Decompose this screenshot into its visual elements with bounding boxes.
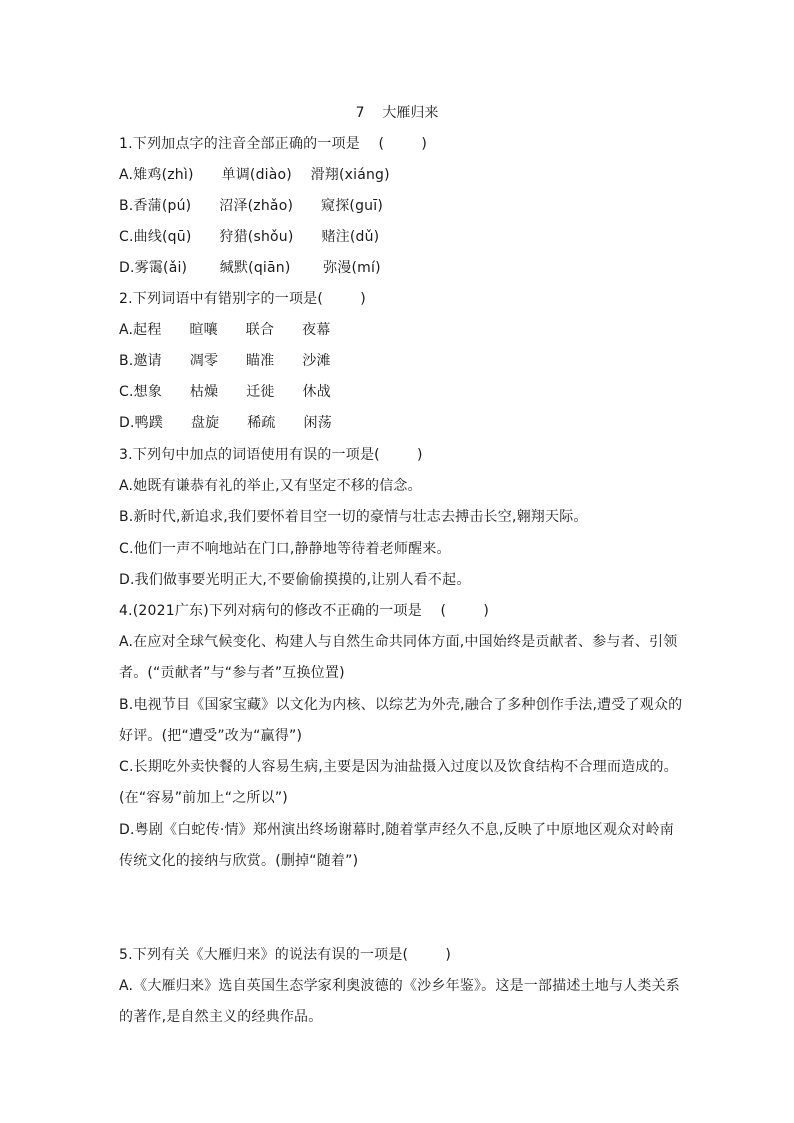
question-4-option-d-line2: 传统文化的接纳与欣赏。(删掉“随着”) — [119, 853, 359, 869]
question-4-option-d-line1: D.粤剧《白蛇传·情》郑州演出终场谢幕时,随着掌声经久不息,反映了中原地区观众对岭南 — [119, 822, 674, 838]
question-3-option-b: B.新时代,新追求,我们要怀着目空一切的豪情与壮志去搏击长空,翱翔天际。 — [119, 509, 588, 525]
question-3-stem: 3.下列句中加点的词语使用有误的一项是( ) — [119, 447, 423, 463]
question-4-option-c-line2: (在“容易”前加上“之所以”) — [119, 790, 288, 806]
question-1-option-a: A.雉鸡(zhì) 单调(diào) 滑翔(xiáng) — [119, 167, 390, 183]
question-5-stem: 5.下列有关《大雁归来》的说法有误的一项是( ) — [119, 947, 452, 963]
question-4-option-a-line2: 者。(“贡献者”与“参与者”互换位置) — [119, 665, 345, 681]
question-3-option-a: A.她既有谦恭有礼的举止,又有坚定不移的信念。 — [119, 478, 422, 494]
question-4-option-b-line1: B.电视节目《国家宝藏》以文化为内核、以综艺为外壳,融合了多种创作手法,遭受了观众的 — [119, 697, 683, 713]
question-3-option-c: C.他们一声不响地站在门口,静静地等待着老师醒来。 — [119, 541, 451, 557]
question-4-option-b-line2: 好评。(把“遭受”改为“赢得”) — [119, 728, 303, 744]
question-1-option-b: B.香蒲(pú) 沼泽(zhǎo) 窥探(guī) — [119, 198, 384, 214]
question-2-stem: 2.下列词语中有错别字的一项是( ) — [119, 291, 366, 307]
page-title: 7 大雁归来 — [355, 105, 439, 121]
question-1-option-c: C.曲线(qū) 狩猎(shǒu) 赌注(dǔ) — [119, 229, 380, 245]
question-5-option-a-line2: 的著作,是自然主义的经典作品。 — [119, 1009, 323, 1025]
question-3-option-d: D.我们做事要光明正大,不要偷偷摸摸的,让别人看不起。 — [119, 572, 471, 588]
question-1-option-d: D.雾霭(ǎi) 缄默(qiān) 弥漫(mí) — [119, 260, 381, 276]
question-2-option-b: B.邀请 凋零 瞄准 沙滩 — [119, 353, 331, 369]
question-2-option-c: C.想象 枯燥 迁徙 休战 — [119, 384, 331, 400]
question-4-stem: 4.(2021广东)下列对病句的修改不正确的一项是 ( ) — [119, 603, 490, 619]
question-2-option-a: A.起程 暄嚷 联合 夜幕 — [119, 322, 331, 338]
question-4-option-a-line1: A.在应对全球气候变化、构建人与自然生命共同体方面,中国始终是贡献者、参与者、引领 — [119, 634, 678, 650]
question-4-option-c-line1: C.长期吃外卖快餐的人容易生病,主要是因为油盐摄入过度以及饮食结构不合理而造成的。 — [119, 759, 678, 775]
question-1-stem: 1.下列加点字的注音全部正确的一项是 ( ) — [119, 136, 428, 152]
question-2-option-d: D.鸭蹼 盘旋 稀疏 闲荡 — [119, 415, 332, 431]
question-5-option-a-line1: A.《大雁归来》选自英国生态学家利奥波德的《沙乡年鉴》。这是一部描述土地与人类关系 — [119, 978, 680, 994]
